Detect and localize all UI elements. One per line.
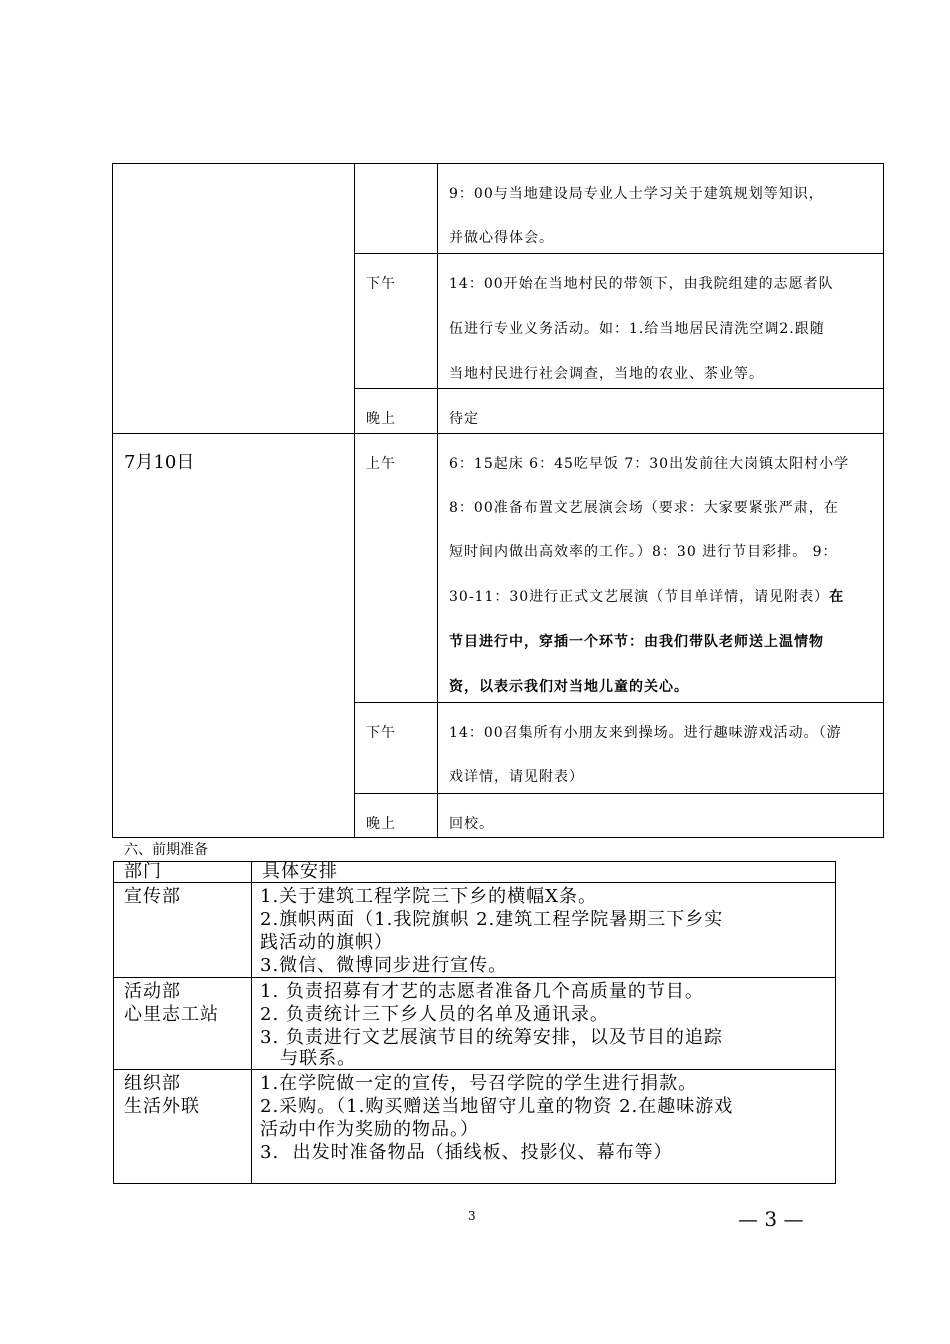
table-border	[112, 433, 884, 434]
prep-item: 3. 负责进行文艺展演节目的统筹安排，以及节目的追踪	[260, 1027, 723, 1048]
table-border	[113, 861, 114, 1184]
period-label: 晚上	[366, 816, 396, 832]
schedule-cell-text: 戏详情，请见附表）	[449, 769, 584, 785]
schedule-cell-text: 6：15起床 6：45吃早饭 7：30出发前往大岗镇太阳村小学	[449, 456, 850, 472]
period-label: 上午	[366, 456, 396, 472]
prep-item: 践活动的旗帜）	[260, 932, 393, 953]
table-border	[354, 163, 355, 838]
period-label: 下午	[366, 725, 396, 741]
prep-item: 3. 出发时准备物品（插线板、投影仪、幕布等）	[260, 1142, 673, 1163]
table-border	[113, 1183, 836, 1184]
prep-dept: 组织部	[124, 1073, 181, 1094]
prep-dept: 活动部	[124, 981, 181, 1002]
schedule-cell-text: 当地村民进行社会调查，当地的农业、茶业等。	[449, 366, 764, 382]
period-label: 下午	[366, 276, 396, 292]
schedule-cell-bold-text: 资，以表示我们对当地儿童的关心。	[449, 679, 689, 695]
table-border	[883, 163, 884, 838]
prep-item: 2. 负责统计三下乡人员的名单及通讯录。	[260, 1004, 609, 1025]
schedule-cell-text: 回校。	[449, 816, 494, 832]
table-border	[251, 861, 252, 1184]
period-label: 晚上	[366, 411, 396, 427]
schedule-cell-text: 14：00召集所有小朋友来到操场。进行趣味游戏活动。（游	[449, 725, 842, 741]
table-border	[437, 163, 438, 838]
schedule-cell-text: 并做心得体会。	[449, 230, 554, 246]
schedule-cell-text: 待定	[449, 411, 479, 427]
schedule-text-normal: 30-11：30进行正式文艺展演（节目单详情，请见附表）	[449, 589, 830, 605]
prep-item: 1.在学院做一定的宣传，号召学院的学生进行捐款。	[260, 1073, 698, 1094]
table-border	[112, 163, 113, 838]
schedule-cell-text: 14：00开始在当地村民的带领下，由我院组建的志愿者队	[449, 276, 834, 292]
page-number-small: 3	[468, 1209, 476, 1223]
schedule-cell-bold-text: 节目进行中，穿插一个环节：由我们带队老师送上温情物	[449, 634, 824, 650]
prep-header-plan: 具体安排	[262, 861, 338, 882]
table-border	[835, 861, 836, 1184]
schedule-cell-text: 伍进行专业义务活动。如：1.给当地居民清洗空调2.跟随	[449, 321, 825, 337]
table-border	[113, 882, 836, 883]
schedule-cell-text: 9：00与当地建设局专业人士学习关于建筑规划等知识，	[449, 186, 824, 202]
table-border	[354, 253, 884, 254]
prep-item: 活动中作为奖励的物品。）	[260, 1119, 479, 1140]
prep-dept: 生活外联	[124, 1096, 200, 1117]
prep-item: 3.微信、微博同步进行宣传。	[260, 955, 508, 976]
table-border	[112, 837, 884, 838]
prep-dept: 宣传部	[124, 886, 181, 907]
table-border	[354, 793, 884, 794]
prep-item: 2.采购。（1.购买赠送当地留守儿童的物资 2.在趣味游戏	[260, 1096, 734, 1117]
prep-dept: 心里志工站	[124, 1004, 219, 1025]
table-border	[113, 977, 836, 978]
schedule-cell-text	[449, 575, 844, 619]
prep-header-dept: 部门	[124, 861, 162, 882]
table-border	[112, 163, 884, 164]
schedule-cell-text: 8：00准备布置文艺展演会场（要求：大家要紧张严肃，在	[449, 500, 839, 516]
prep-item: 1.关于建筑工程学院三下乡的横幅X条。	[260, 886, 597, 907]
page-number-large: — 3 —	[738, 1207, 804, 1231]
schedule-text-bold: 在	[829, 589, 845, 605]
prep-item: 2.旗帜两面（1.我院旗帜 2.建筑工程学院暑期三下乡实	[260, 909, 724, 930]
prep-item: 与联系。	[260, 1048, 357, 1069]
schedule-cell-text: 短时间内做出高效率的工作。）8：30 进行节目彩排。 9：	[449, 544, 838, 560]
prep-item: 1. 负责招募有才艺的志愿者准备几个高质量的节目。	[260, 981, 704, 1002]
section-title: 六、前期准备	[124, 842, 208, 858]
table-border	[113, 861, 836, 862]
date-label: 7月10日	[124, 452, 195, 473]
table-border	[113, 1069, 836, 1070]
